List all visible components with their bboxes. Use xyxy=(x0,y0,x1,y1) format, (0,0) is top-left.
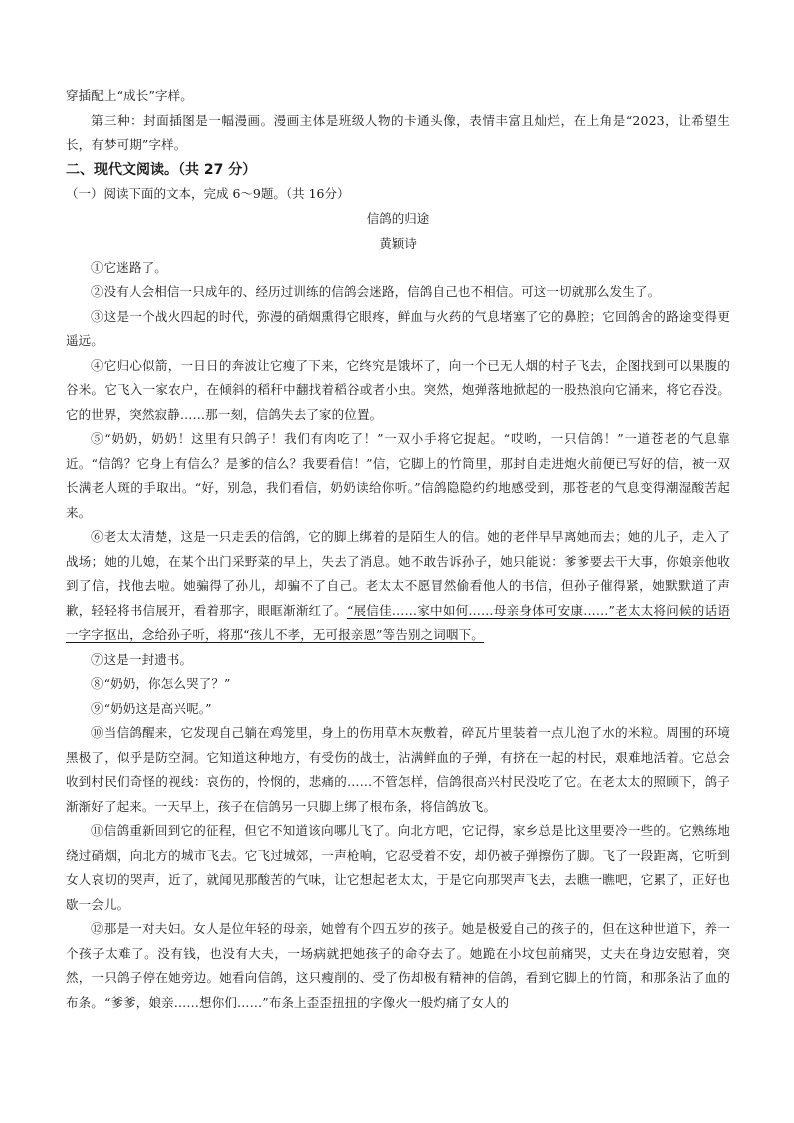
paragraph-6-text-a: ⑥老太太清楚，这是一只走丢的信鸽，它的脚上绑着的是陌生人的信。她的老伴早早离她而去；她的儿子，走入了战场；她的儿媳，在某个出门采野菜的早上，失去了消息。她不敢告诉孙子，她只能说：爹爹要去干大事，你娘亲他收到了信，找他去啦。她骗得了孙儿，却骗不了自己。老太太不愿冒然偷看他人的书信，但孙子催得紧，她默默道了声歉，轻轻将书信展开，看着那字，眼眶渐渐红了。 xyxy=(66,529,730,618)
article-title: 信鸽的归途 xyxy=(366,210,430,226)
article-paragraph-9: ⑨“奶奶这是高兴呢。” xyxy=(91,700,212,716)
article-paragraph-6 xyxy=(66,525,730,648)
top-paragraph-2: 第三种：封面插图是一幅漫画。漫画主体是班级人物的卡通头像，表情丰富且灿烂，在上角是“2023，让希望生长，有梦可期”字样。 xyxy=(66,112,730,152)
top-paragraph-1: 穿插配上“成长”字样。 xyxy=(66,88,193,103)
paragraph-6-underlined-quote: “展信佳……家中如何……母亲身体可安康……” xyxy=(346,602,616,618)
article-paragraph-4: ④它归心似箭，一日日的奔波让它瘦了下来，它终究是饿坏了，向一个已无人烟的村子飞去，企图找到可以果腹的谷米。它飞入一家农户，在倾斜的稻秆中翻找着稻谷或者小虫。突然，炮弹落地掀起的一股热浪向它涌来，将它吞没。它的世界，突然寂静……那一刻，信鸽失去了家的位置。 xyxy=(66,357,730,422)
article-paragraph-5: ⑤“奶奶，奶奶！这里有只鸽子！我们有肉吃了！”一双小手将它捉起。“哎哟，一只信鸽！”一道苍老的气息靠近。“信鸽？它身上有信么？是爹的信么？我要看信！”信，它脚上的竹筒里，那封自走进炮火前便已写好的信，被一双长满老人斑的手取出。“好，别急，我们看信，奶奶读给你听。”信鸽隐隐约约地感受到，那苍老的气息变得潮湿酸苦起来。 xyxy=(66,431,730,520)
document-content xyxy=(66,84,730,1015)
article-paragraph-11: ⑪信鸽重新回到它的征程，但它不知道该向哪儿飞了。向北方吧，它记得，家乡总是比这里要冷一些的。它熟练地绕过硝烟，向北方的城市飞去。它飞过城郊，一声枪响，它忍受着不安，却仍被子弹擦伤了脚。飞了一段距离，它听到女人哀切的哭声，近了，就闻见那酸苦的气味，让它想起老太太，于是它向那哭声飞去，去瞧一瞧吧，它累了，正好也歇一会儿。 xyxy=(66,823,730,912)
section-subheading: （一）阅读下面的文本，完成 6～9题。（共 16分） xyxy=(66,185,350,201)
paragraph-6-text-b: 老太太将问候的话语一字字抠出，念给孙子听，将那“孩儿不孝，无可报亲恩”等告别之词咽下。 xyxy=(66,602,730,642)
article-paragraph-10: ⑩当信鸽醒来，它发现自己躺在鸡笼里，身上的伤用草木灰敷着，碎瓦片里装着一点儿泡了水的米粒。周围的环境黑极了，似乎是防空洞。它知道这种地方，有受伤的战士，沾满鲜血的子弹，有挤在一起的村民，艰难地活着。它总会收到村民们奇怪的视线：哀伤的，怜悯的，悲痛的……不管怎样，信鸽很高兴村民没吃了它。在老太太的照顾下，鸽子渐渐好了起来。一天早上，孩子在信鸽另一只脚上绑了根布条，将信鸽放飞。 xyxy=(66,725,730,814)
article-paragraph-1: ①它迷路了。 xyxy=(91,259,167,275)
article-author: 黄颖诗 xyxy=(379,235,417,251)
article-paragraph-8: ⑧“奶奶，你怎么哭了？” xyxy=(91,676,231,691)
article-paragraph-12: ⑫那是一对夫妇。女人是位年轻的母亲，她曾有个四五岁的孩子。她是极爱自己的孩子的，但在这种世道下，养一个孩子太难了。没有钱，也没有大夫，一场病就把她孩子的命夺去了。她跪在小坟包前痛哭，丈夫在身边安慰着，突然，一只鸽子停在她旁边。她看向信鸽，这只瘦削的、受了伤却极有精神的信鸽，看到它脚上的竹筒，和那条沾了血的布条。“爹爹，娘亲……想你们……”布条上歪歪扭扭的字像火一般灼痛了女人的 xyxy=(66,921,730,1010)
article-paragraph-2: ②没有人会相信一只成年的、经历过训练的信鸽会迷路，信鸽自己也不相信。可这一切就那么发生了。 xyxy=(91,284,661,299)
article-paragraph-3: ③这是一个战火四起的时代，弥漫的硝烟熏得它眼疼，鲜血与火药的气息堵塞了它的鼻腔；它回鸽舍的路途变得更遥远。 xyxy=(66,308,730,348)
article-paragraph-7: ⑦这是一封遗书。 xyxy=(91,651,193,667)
section-heading: 二、现代文阅读。（共 27 分） xyxy=(66,161,257,178)
